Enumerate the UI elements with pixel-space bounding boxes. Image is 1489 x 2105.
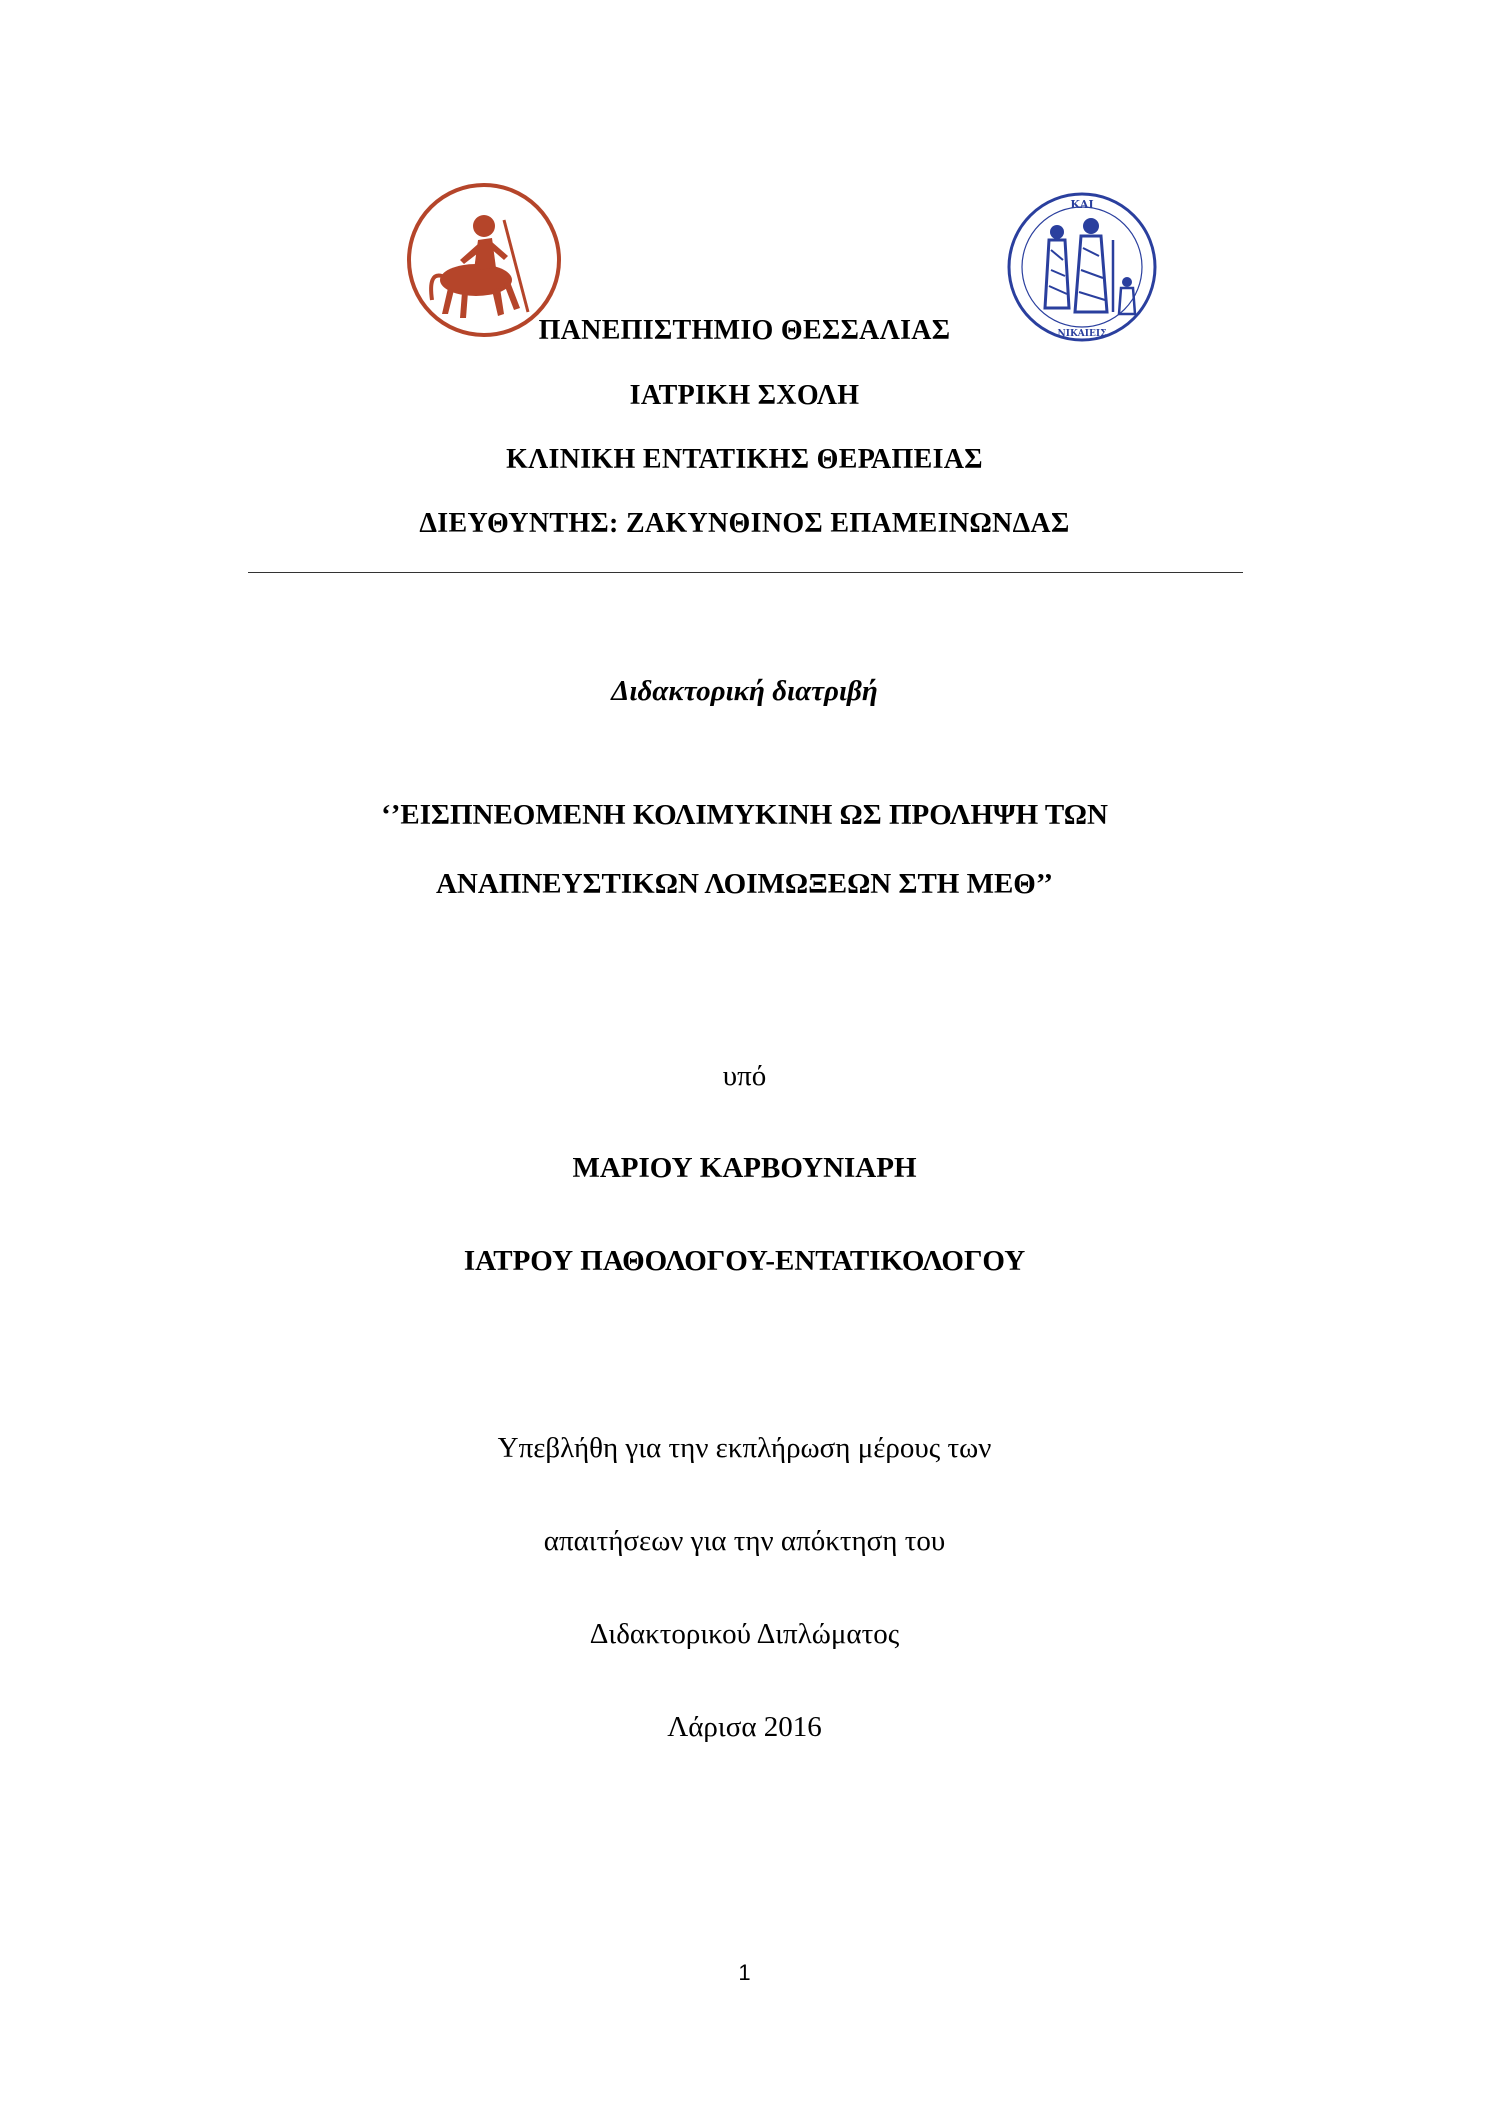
thesis-title-line-1: ‘’ΕΙΣΠΝΕΟΜΕΝΗ ΚΟΛΙΜΥΚΙΝΗ ΩΣ ΠΡΟΛΗΨΗ ΤΩΝ <box>381 799 1108 831</box>
director-line: ΔΙΕΥΘΥΝΤΗΣ: ΖΑΚΥΝΘΙΝΟΣ ΕΠΑΜΕΙΝΩΝΔΑΣ <box>419 508 1070 539</box>
university-name: ΠΑΝΕΠΙΣΤΗΜΙΟ ΘΕΣΣΑΛΙΑΣ <box>538 315 951 346</box>
submission-line-1: Υπεβλήθη για την εκπλήρωση μέρους των <box>497 1432 992 1464</box>
author-name: ΜΑΡΙΟΥ ΚΑΡΒΟΥΝΙΑΡΗ <box>572 1152 917 1184</box>
by-label: υπό <box>722 1060 767 1092</box>
submission-line-2: απαιτήσεων για την απόκτηση του <box>543 1525 946 1557</box>
document-type: Διδακτορική διατριβή <box>611 675 878 707</box>
thesis-title-line-2: ΑΝΑΠΝΕΥΣΤΙΚΩΝ ΛΟΙΜΩΞΕΩΝ ΣΤΗ ΜΕΘ’’ <box>435 868 1054 900</box>
submission-line-3: Διδακτορικού Διπλώματος <box>589 1618 900 1650</box>
svg-text:ΝΙΚΑΙΕΙΣ: ΝΙΚΑΙΕΙΣ <box>1057 329 1107 339</box>
school-name: ΙΑΤΡΙΚΗ ΣΧΟΛΗ <box>629 380 860 411</box>
clinic-name: ΚΛΙΝΙΚΗ ΕΝΤΑΤΙΚΗΣ ΘΕΡΑΠΕΙΑΣ <box>506 444 983 475</box>
header-divider <box>248 572 1243 573</box>
place-year: Λάρισα 2016 <box>667 1711 822 1743</box>
author-role: ΙΑΤΡΟΥ ΠΑΘΟΛΟΓΟΥ-ΕΝΤΑΤΙΚΟΛΟΓΟΥ <box>463 1245 1026 1277</box>
svg-text:ΚΑΙ: ΚΑΙ <box>1070 198 1094 211</box>
page-number: 1 <box>738 1960 751 1985</box>
